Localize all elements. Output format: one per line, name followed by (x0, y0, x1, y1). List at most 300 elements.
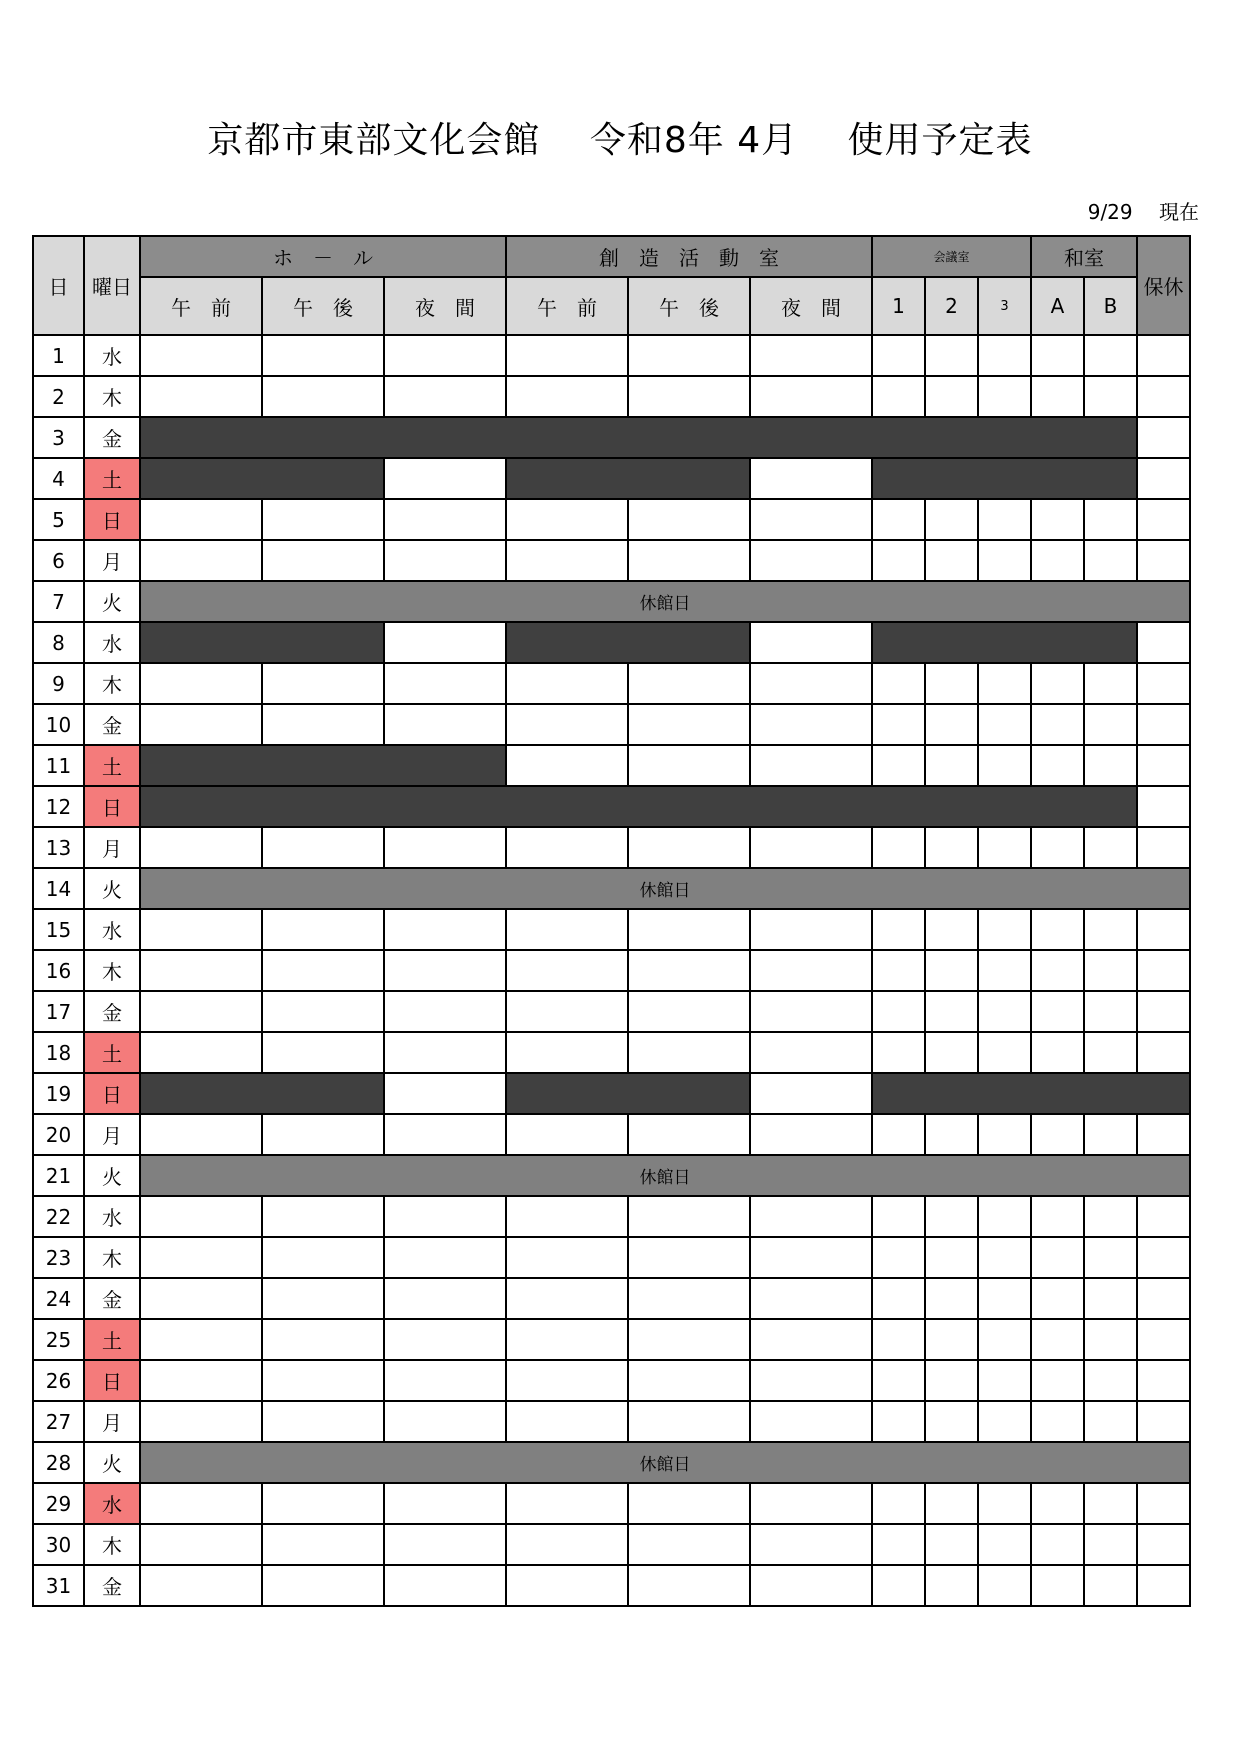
schedule-slot (1031, 991, 1084, 1032)
weekday-cell: 金 (84, 1278, 140, 1319)
schedule-slot (140, 1524, 262, 1565)
schedule-slot (628, 704, 750, 745)
day-cell: 15 (33, 909, 84, 950)
schedule-slot (506, 1483, 628, 1524)
leave-cell (1137, 704, 1190, 745)
schedule-slot (1031, 1401, 1084, 1442)
schedule-slot (140, 827, 262, 868)
schedule-slot (140, 1319, 262, 1360)
schedule-slot (978, 376, 1031, 417)
weekday-cell: 火 (84, 581, 140, 622)
schedule-slot (872, 1319, 925, 1360)
schedule-row (33, 1483, 1190, 1524)
schedule-slot (925, 991, 978, 1032)
schedule-slot (872, 1483, 925, 1524)
schedule-slot (925, 704, 978, 745)
schedule-slot (262, 663, 384, 704)
day-cell: 9 (33, 663, 84, 704)
schedule-slot (262, 991, 384, 1032)
schedule-slot (140, 1196, 262, 1237)
leave-cell (1137, 376, 1190, 417)
day-cell: 8 (33, 622, 84, 663)
leave-cell (1137, 540, 1190, 581)
schedule-slot (1031, 1196, 1084, 1237)
weekday-cell: 水 (84, 335, 140, 376)
schedule-slot (628, 1196, 750, 1237)
schedule-slot (140, 1401, 262, 1442)
schedule-slot (262, 1114, 384, 1155)
weekday-cell: 水 (84, 622, 140, 663)
schedule-slot (978, 499, 1031, 540)
booked-slot (506, 622, 750, 663)
schedule-slot (262, 1483, 384, 1524)
schedule-slot (262, 1524, 384, 1565)
schedule-slot (1031, 499, 1084, 540)
schedule-slot (978, 991, 1031, 1032)
schedule-slot (925, 1319, 978, 1360)
schedule-slot (1084, 540, 1137, 581)
schedule-slot (384, 376, 506, 417)
leave-cell (1137, 1360, 1190, 1401)
schedule-slot (1084, 745, 1137, 786)
day-cell: 22 (33, 1196, 84, 1237)
schedule-slot (925, 950, 978, 991)
schedule-row (33, 1032, 1190, 1073)
day-cell: 20 (33, 1114, 84, 1155)
schedule-slot (1031, 1114, 1084, 1155)
schedule-slot (384, 335, 506, 376)
schedule-slot (1084, 1483, 1137, 1524)
schedule-slot (978, 827, 1031, 868)
schedule-slot (384, 1565, 506, 1606)
schedule-slot (872, 909, 925, 950)
leave-cell (1137, 1401, 1190, 1442)
schedule-slot (750, 1401, 872, 1442)
schedule-slot (1084, 827, 1137, 868)
schedule-slot (140, 1278, 262, 1319)
schedule-row (33, 868, 1190, 909)
schedule-slot (384, 1114, 506, 1155)
schedule-slot (750, 1524, 872, 1565)
day-cell: 17 (33, 991, 84, 1032)
schedule-row (33, 417, 1190, 458)
schedule-slot (384, 909, 506, 950)
schedule-row (33, 1114, 1190, 1155)
schedule-slot (140, 335, 262, 376)
weekday-cell: 日 (84, 1073, 140, 1114)
schedule-slot (140, 950, 262, 991)
schedule-slot (506, 376, 628, 417)
leave-cell (1137, 1483, 1190, 1524)
schedule-slot (750, 458, 872, 499)
day-cell: 30 (33, 1524, 84, 1565)
leave-cell (1137, 417, 1190, 458)
header-meeting-3: 3 (978, 277, 1031, 335)
weekday-cell: 木 (84, 950, 140, 991)
schedule-slot (1031, 704, 1084, 745)
day-cell: 27 (33, 1401, 84, 1442)
schedule-slot (925, 1032, 978, 1073)
schedule-slot (750, 745, 872, 786)
schedule-slot (978, 745, 1031, 786)
header-weekday: 曜日 (84, 236, 140, 335)
leave-cell (1137, 991, 1190, 1032)
schedule-slot (628, 745, 750, 786)
day-cell: 24 (33, 1278, 84, 1319)
weekday-cell: 火 (84, 868, 140, 909)
header-leave: 保休 (1137, 236, 1190, 335)
schedule-slot (506, 1278, 628, 1319)
day-cell: 19 (33, 1073, 84, 1114)
leave-cell (1137, 1032, 1190, 1073)
schedule-slot (506, 950, 628, 991)
schedule-slot (872, 1032, 925, 1073)
leave-cell (1137, 950, 1190, 991)
schedule-slot (384, 1032, 506, 1073)
schedule-slot (262, 950, 384, 991)
schedule-row (33, 786, 1190, 827)
weekday-cell: 月 (84, 827, 140, 868)
schedule-slot (384, 704, 506, 745)
schedule-slot (384, 1196, 506, 1237)
day-cell: 1 (33, 335, 84, 376)
schedule-slot (1084, 1565, 1137, 1606)
schedule-slot (925, 540, 978, 581)
header-meeting-2: 2 (925, 277, 978, 335)
header-washitsu-b: B (1084, 277, 1137, 335)
schedule-slot (1084, 991, 1137, 1032)
day-cell: 21 (33, 1155, 84, 1196)
schedule-slot (628, 1483, 750, 1524)
leave-cell (1137, 663, 1190, 704)
schedule-slot (1031, 1483, 1084, 1524)
schedule-slot (1031, 1524, 1084, 1565)
leave-cell (1137, 786, 1190, 827)
schedule-slot (978, 1196, 1031, 1237)
day-cell: 2 (33, 376, 84, 417)
booked-slot (140, 745, 506, 786)
schedule-slot (384, 827, 506, 868)
leave-cell (1137, 1565, 1190, 1606)
schedule-slot (978, 1278, 1031, 1319)
schedule-slot (506, 1319, 628, 1360)
schedule-slot (506, 745, 628, 786)
schedule-slot (384, 1524, 506, 1565)
schedule-slot (978, 663, 1031, 704)
header-washitsu-a: A (1031, 277, 1084, 335)
header-meeting-room: 会議室 (872, 236, 1031, 277)
schedule-slot (384, 1278, 506, 1319)
schedule-slot (750, 950, 872, 991)
schedule-slot (750, 499, 872, 540)
weekday-cell: 月 (84, 1401, 140, 1442)
schedule-slot (384, 1237, 506, 1278)
weekday-cell: 金 (84, 704, 140, 745)
schedule-slot (506, 1401, 628, 1442)
schedule-row (33, 622, 1190, 663)
header-hall-morning: 午 前 (140, 277, 262, 335)
weekday-cell: 木 (84, 1524, 140, 1565)
schedule-slot (262, 1237, 384, 1278)
schedule-slot (628, 1565, 750, 1606)
weekday-cell: 火 (84, 1155, 140, 1196)
schedule-slot (506, 1032, 628, 1073)
booked-slot (506, 458, 750, 499)
schedule-slot (750, 827, 872, 868)
schedule-row (33, 1073, 1190, 1114)
schedule-slot (872, 827, 925, 868)
schedule-slot (872, 499, 925, 540)
schedule-slot (506, 335, 628, 376)
schedule-row (33, 1155, 1190, 1196)
schedule-slot (925, 1524, 978, 1565)
schedule-row (33, 1196, 1190, 1237)
schedule-slot (925, 663, 978, 704)
day-cell: 3 (33, 417, 84, 458)
schedule-slot (1031, 1360, 1084, 1401)
schedule-slot (140, 704, 262, 745)
day-cell: 13 (33, 827, 84, 868)
schedule-row (33, 1442, 1190, 1483)
schedule-slot (1084, 1278, 1137, 1319)
schedule-table (32, 235, 1191, 1607)
schedule-slot (262, 1565, 384, 1606)
schedule-slot (140, 991, 262, 1032)
day-cell: 4 (33, 458, 84, 499)
schedule-row (33, 909, 1190, 950)
schedule-slot (1031, 1278, 1084, 1319)
schedule-slot (262, 909, 384, 950)
schedule-slot (1031, 827, 1084, 868)
schedule-slot (872, 1237, 925, 1278)
weekday-cell: 水 (84, 1196, 140, 1237)
schedule-slot (872, 745, 925, 786)
schedule-row (33, 663, 1190, 704)
schedule-slot (1084, 663, 1137, 704)
schedule-slot (925, 1360, 978, 1401)
schedule-slot (628, 1114, 750, 1155)
weekday-cell: 日 (84, 786, 140, 827)
schedule-slot (750, 1319, 872, 1360)
schedule-slot (750, 540, 872, 581)
leave-cell (1137, 1196, 1190, 1237)
schedule-slot (750, 335, 872, 376)
schedule-slot (384, 663, 506, 704)
weekday-cell: 木 (84, 663, 140, 704)
schedule-slot (925, 376, 978, 417)
schedule-slot (628, 909, 750, 950)
schedule-slot (750, 1196, 872, 1237)
leave-cell (1137, 827, 1190, 868)
schedule-slot (1084, 335, 1137, 376)
schedule-slot (628, 1401, 750, 1442)
schedule-slot (925, 1401, 978, 1442)
schedule-slot (1084, 909, 1137, 950)
day-cell: 18 (33, 1032, 84, 1073)
schedule-slot (750, 1032, 872, 1073)
weekday-cell: 月 (84, 540, 140, 581)
weekday-cell: 日 (84, 1360, 140, 1401)
day-cell: 23 (33, 1237, 84, 1278)
leave-cell (1137, 499, 1190, 540)
schedule-slot (140, 1032, 262, 1073)
booked-slot (140, 1073, 384, 1114)
schedule-slot (1084, 1401, 1137, 1442)
header-hall-night: 夜 間 (384, 277, 506, 335)
schedule-slot (262, 376, 384, 417)
schedule-row (33, 1565, 1190, 1606)
header-hall: ホ － ル (140, 236, 506, 277)
schedule-slot (628, 950, 750, 991)
schedule-slot (1084, 1114, 1137, 1155)
schedule-slot (925, 827, 978, 868)
day-cell: 31 (33, 1565, 84, 1606)
schedule-slot (140, 1565, 262, 1606)
weekday-cell: 土 (84, 745, 140, 786)
schedule-slot (1031, 1565, 1084, 1606)
schedule-slot (925, 745, 978, 786)
day-cell: 12 (33, 786, 84, 827)
schedule-slot (262, 1401, 384, 1442)
leave-cell (1137, 909, 1190, 950)
schedule-slot (506, 540, 628, 581)
header-day: 日 (33, 236, 84, 335)
booked-slot (872, 1073, 1190, 1114)
schedule-slot (628, 499, 750, 540)
schedule-slot (628, 1278, 750, 1319)
weekday-cell: 火 (84, 1442, 140, 1483)
schedule-slot (978, 950, 1031, 991)
schedule-slot (1031, 1237, 1084, 1278)
schedule-row (33, 540, 1190, 581)
schedule-slot (384, 499, 506, 540)
schedule-slot (384, 991, 506, 1032)
schedule-slot (262, 1319, 384, 1360)
schedule-slot (925, 1483, 978, 1524)
as-of-date: 9/29 現在 (1087, 200, 1199, 224)
schedule-slot (140, 1360, 262, 1401)
schedule-slot (628, 991, 750, 1032)
weekday-cell: 水 (84, 1483, 140, 1524)
schedule-slot (925, 909, 978, 950)
schedule-slot (872, 1565, 925, 1606)
schedule-row (33, 1319, 1190, 1360)
schedule-row (33, 499, 1190, 540)
schedule-slot (750, 1360, 872, 1401)
schedule-slot (1084, 704, 1137, 745)
leave-cell (1137, 622, 1190, 663)
weekday-cell: 月 (84, 1114, 140, 1155)
schedule-slot (872, 991, 925, 1032)
schedule-slot (506, 827, 628, 868)
weekday-cell: 土 (84, 458, 140, 499)
schedule-slot (628, 1237, 750, 1278)
weekday-cell: 木 (84, 376, 140, 417)
schedule-slot (1084, 1524, 1137, 1565)
schedule-slot (628, 663, 750, 704)
schedule-slot (750, 1565, 872, 1606)
schedule-slot (978, 335, 1031, 376)
schedule-slot (978, 1032, 1031, 1073)
schedule-slot (872, 663, 925, 704)
schedule-row (33, 1401, 1190, 1442)
day-cell: 11 (33, 745, 84, 786)
weekday-cell: 木 (84, 1237, 140, 1278)
schedule-slot (506, 499, 628, 540)
schedule-slot (750, 1073, 872, 1114)
schedule-slot (750, 1114, 872, 1155)
schedule-slot (750, 376, 872, 417)
header-studio-morning: 午 前 (506, 277, 628, 335)
schedule-slot (872, 1114, 925, 1155)
schedule-slot (140, 1483, 262, 1524)
schedule-slot (925, 1565, 978, 1606)
schedule-slot (872, 1278, 925, 1319)
schedule-row (33, 335, 1190, 376)
booked-slot (872, 458, 1137, 499)
header-meeting-1: 1 (872, 277, 925, 335)
leave-cell (1137, 745, 1190, 786)
schedule-slot (750, 663, 872, 704)
schedule-slot (262, 1360, 384, 1401)
schedule-row (33, 581, 1190, 622)
schedule-slot (750, 704, 872, 745)
booked-slot (140, 786, 1137, 827)
schedule-slot (978, 1360, 1031, 1401)
schedule-row (33, 1278, 1190, 1319)
schedule-slot (1084, 950, 1137, 991)
schedule-slot (262, 704, 384, 745)
schedule-slot (872, 1360, 925, 1401)
leave-cell (1137, 335, 1190, 376)
header-studio: 創 造 活 動 室 (506, 236, 872, 277)
schedule-slot (1031, 376, 1084, 417)
booked-slot (140, 417, 1137, 458)
header-hall-afternoon: 午 後 (262, 277, 384, 335)
schedule-row (33, 827, 1190, 868)
schedule-slot (262, 540, 384, 581)
schedule-slot (384, 622, 506, 663)
schedule-slot (262, 499, 384, 540)
schedule-slot (628, 827, 750, 868)
day-cell: 26 (33, 1360, 84, 1401)
schedule-slot (750, 991, 872, 1032)
schedule-slot (384, 1319, 506, 1360)
leave-cell (1137, 1524, 1190, 1565)
booked-slot (506, 1073, 750, 1114)
schedule-slot (872, 1524, 925, 1565)
schedule-slot (262, 335, 384, 376)
schedule-slot (384, 458, 506, 499)
closed-day-cell: 休館日 (140, 581, 1190, 622)
schedule-slot (506, 1524, 628, 1565)
schedule-slot (140, 909, 262, 950)
schedule-slot (750, 1483, 872, 1524)
schedule-slot (925, 1196, 978, 1237)
schedule-slot (140, 663, 262, 704)
schedule-slot (925, 335, 978, 376)
schedule-slot (628, 540, 750, 581)
schedule-slot (384, 1401, 506, 1442)
day-cell: 10 (33, 704, 84, 745)
booked-slot (872, 622, 1137, 663)
schedule-slot (1084, 376, 1137, 417)
schedule-slot (750, 1278, 872, 1319)
schedule-slot (140, 499, 262, 540)
schedule-slot (384, 1483, 506, 1524)
day-cell: 28 (33, 1442, 84, 1483)
schedule-slot (140, 1237, 262, 1278)
